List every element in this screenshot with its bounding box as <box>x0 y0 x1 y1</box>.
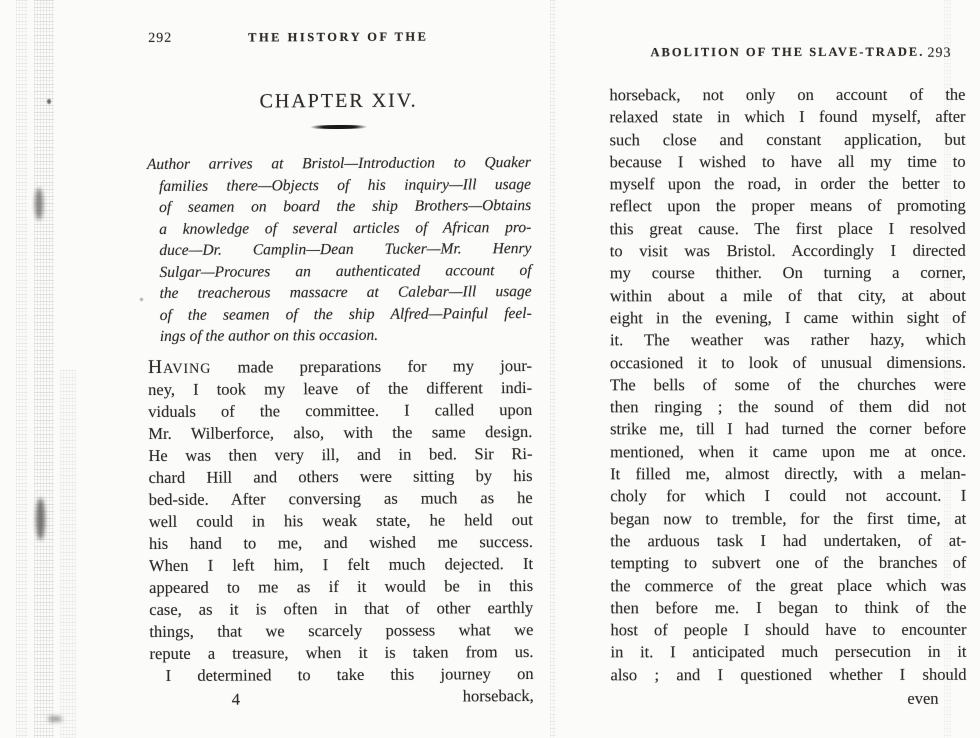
body-line: He was then very ill, and in bed. Sir Ri- <box>148 443 533 465</box>
left-page <box>146 27 534 710</box>
body-line: then ringing ; the sound of them did not <box>610 396 967 417</box>
body-line: things, that we scarcely possess what we <box>149 619 534 641</box>
summary-line: of the seamen of the ship Alfred—Painful feel- <box>159 304 532 324</box>
body-line: viduals of the committee. I called upon <box>148 399 533 421</box>
left-catchword: horseback, <box>462 685 534 705</box>
left-body-lines <box>148 376 533 664</box>
right-catchword: even <box>907 688 939 708</box>
body-line: bed-side. After conversing as much as he <box>148 487 533 509</box>
left-running-title: THE HISTORY OF THE <box>248 29 429 45</box>
chapter-heading: CHAPTER XIV. <box>259 89 418 113</box>
ornament-rule <box>302 125 376 129</box>
summary-line: the treacherous massacre at Calebar—Ill usage <box>159 282 532 302</box>
body-line: mentioned, when it came upon me at once. <box>610 441 967 462</box>
scan-ink-smudge <box>35 188 43 220</box>
chapter-summary <box>147 152 532 348</box>
left-page-number: 292 <box>148 30 173 46</box>
right-page-footer <box>611 689 967 714</box>
scan-ink-smudge <box>36 498 45 540</box>
body-line: his hand to me, and wished me success. <box>148 531 533 553</box>
body-line: choly for which I could not account. I <box>610 486 967 506</box>
body-line: my course thither. On turning a corner, <box>609 263 966 283</box>
summary-line: a knowledge of several articles of African pro- <box>159 218 532 238</box>
body-line: began now to tremble, for the first time, at <box>610 508 967 528</box>
body-line: appeared to me as if it would be in this <box>149 575 534 597</box>
scan-ink-dot <box>47 99 51 104</box>
body-line: also ; and I questioned whether I should <box>610 664 967 685</box>
body-line: chard Hill and others were sitting by his <box>148 465 533 487</box>
body-line-first <box>148 354 532 378</box>
signature-mark: 4 <box>231 689 241 709</box>
right-page-header <box>609 45 965 64</box>
summary-line: duce—Dr. Camplin—Dean Tucker—Mr. Henry <box>159 239 532 259</box>
lead-word: Having <box>147 356 212 378</box>
summary-line: families there—Objects of his inquiry—Ill usage <box>158 175 532 195</box>
body-line: case, as it is often in that of other earthly <box>149 597 534 619</box>
scan-noise-left-band <box>16 0 28 738</box>
body-line: within about a mile of that city, at about <box>609 285 966 305</box>
left-page-header <box>146 27 530 47</box>
body-line: strike me, till I had turned the corner before <box>610 419 967 439</box>
body-line: such close and constant application, but <box>609 129 966 149</box>
summary-line: Author arrives at Bristol—Introduction to Quaker <box>146 153 531 174</box>
body-line: this great cause. The first place I resolved <box>609 218 966 239</box>
summary-line: ings of the author on this occasion. <box>159 326 379 345</box>
body-line: repute a treasure, when it is taken from us. <box>149 641 534 663</box>
left-page-footer <box>150 685 534 709</box>
body-line: reflect upon the proper means of promoting <box>609 196 966 216</box>
body-line-first-rest: made preparations for my jour- <box>211 355 533 377</box>
paragraph-two-line: I determined to take this journey on <box>165 663 534 685</box>
body-line: ney, I took my leave of the different indi- <box>148 377 533 399</box>
right-page-number: 293 <box>927 45 952 61</box>
body-line: horseback, not only on account of the <box>609 84 966 105</box>
right-running-title: ABOLITION OF THE SLAVE-TRADE. <box>650 44 925 60</box>
body-line: relaxed state in which I found myself, after <box>609 106 966 127</box>
body-line: it. The weather was rather hazy, which <box>609 329 966 350</box>
body-line: to visit was Bristol. Accordingly I directed <box>609 240 966 261</box>
scan-gutter-noise-line <box>550 0 556 738</box>
body-line: host of people I should have to encounter <box>610 619 967 640</box>
right-page <box>609 45 966 714</box>
body-line: occasioned it to look of unusual dimensions. <box>609 352 966 372</box>
body-line: then before me. I began to think of the <box>610 597 967 618</box>
body-line: well could in his weak state, he held out <box>148 509 533 531</box>
body-line: because I wished to have all my time to <box>609 151 966 172</box>
body-line: the arduous task I had undertaken, of at- <box>610 530 967 551</box>
body-line: myself upon the road, in order the better to <box>609 173 966 194</box>
body-line: the commerce of the great place which was <box>610 575 967 595</box>
body-line: in it. I anticipated much persecution in it <box>610 642 967 662</box>
body-line: eight in the evening, I came within sight of <box>609 307 966 328</box>
body-line: When I left him, I felt much dejected. It <box>148 553 534 575</box>
left-body-text <box>148 354 534 686</box>
scan-ink-dot <box>140 298 143 301</box>
body-line: tempting to subvert one of the branches of <box>610 552 967 573</box>
scan-ink-smudge <box>48 716 62 722</box>
right-body-text <box>609 84 966 687</box>
body-line: It filled me, almost directly, with a melan- <box>610 463 967 484</box>
summary-line: of seamen on board the ship Brothers—Obtains <box>159 196 532 216</box>
summary-line: Sulgar—Procures an authenticated account of <box>159 261 532 281</box>
scan-noise-left-band <box>34 0 54 738</box>
body-line: Mr. Wilberforce, also, with the same design. <box>148 421 533 443</box>
body-line: The bells of some of the churches were <box>609 374 967 395</box>
scan-noise-left-band <box>60 370 76 738</box>
